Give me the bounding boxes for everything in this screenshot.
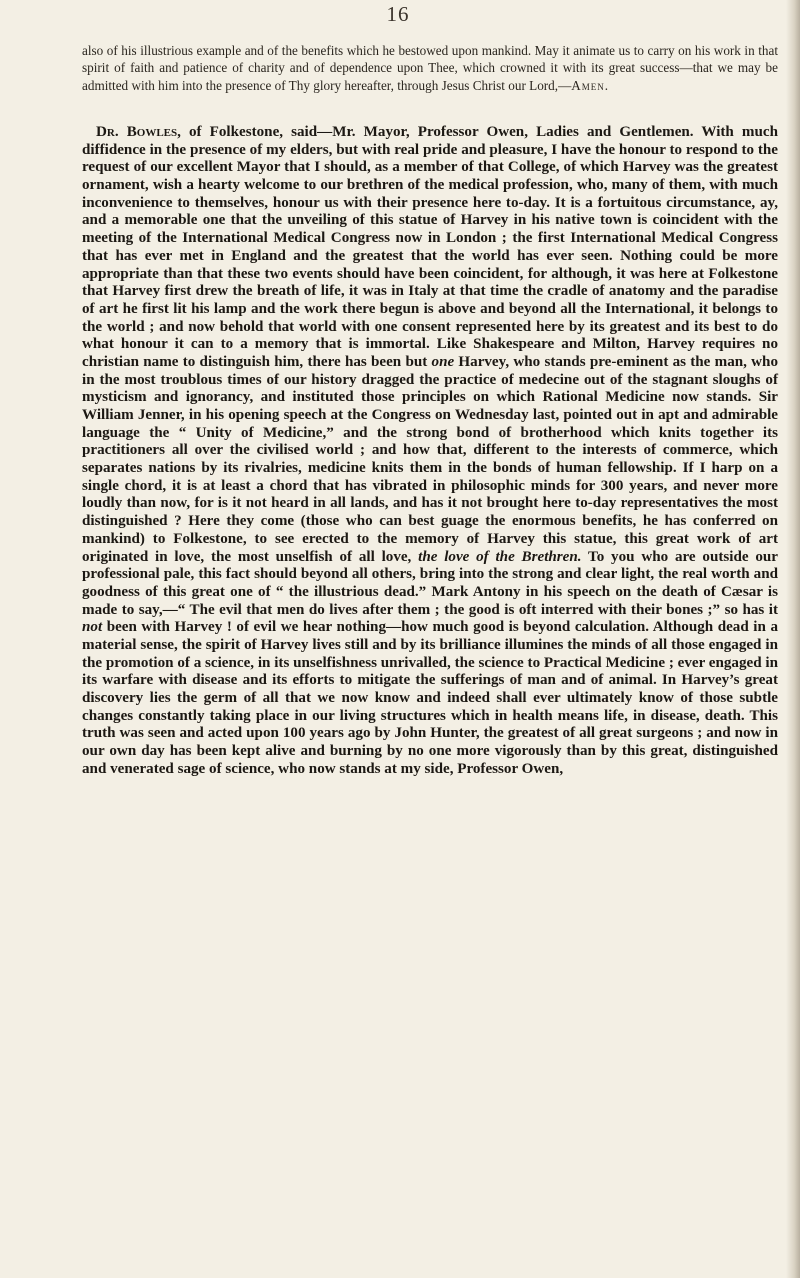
page-number: 16	[386, 2, 410, 26]
prayer-text: also of his illustrious example and of the benefits which he bestowed upon mankind. May it animate us to carry on his work in that spirit of faith and patience of charity and of dependence upon Thee, which crowned it with its great success—that we may be admitted with him into the presence of Thy glory hereafter, through Jesus Christ our Lord,—	[82, 43, 778, 93]
speech-text-3: To you who are outside our professional pale, this fact should beyond all others, bring into the strong and clear light, the real worth and goodness of this great one of “ the illustrious dead.” Mark Antony in his speech on the death of Cæsar is made to say,—“ The evil that men do lives after them ; the good is oft interred with their bones ;” so has it	[82, 548, 778, 618]
prayer-paragraph	[82, 42, 778, 94]
emphasis-one: one	[431, 353, 455, 370]
page-edge-shadow	[786, 0, 800, 1278]
speech-paragraph	[82, 124, 778, 778]
speech-text-2: Harvey, who stands pre-eminent as the man, who in the most troublous times of our history dragged the practice of medecine out of the stagnant sloughs of mysticism and ignorancy, and instituted those principles on which Rational Medicine now stands. Sir William Jenner, in his opening speech at the Congress on Wednesday last, pointed out in apt and admirable language the “ Unity of Medicine,” and the strong bond of brotherhood which knits together its practitioners all over the civilised world ; and how that, different to the interests of commerce, which separates nations by its rivalries, medicine knits them in the bonds of human fellowship. If I harp on a single chord, it is at least a chord that has vibrated in philosophic minds for 300 years, and never more loudly than now, for is it not heard in all lands, and has it not brought here to-day representatives the most distinguished ? Here they come (those who can best guage the enormous benefits, he has conferred on mankind) to Folkestone, to see erected to the memory of Harvey this statue, this great work of art originated in love, the most unselfish of all love,	[82, 353, 778, 565]
speaker-name: Dr. Bowles,	[96, 124, 181, 140]
emphasis-love-of-brethren: the love of the Brethren.	[418, 548, 582, 565]
speech-text-4: been with Harvey ! of evil we hear nothing—how much good is beyond calculation. Although dead in a material sense, the spirit of Harvey lives still and by its brilliance illumines the minds of all those engaged in the promotion of a science, in its unselfishness unrivalled, the science to Practical Medicine ; ever engaged in its warfare with disease and its efforts to mitigate the sufferings of man and of animal. In Harvey’s great discovery lies the germ of all that we now know and indeed shall ever ultimately know of those subtle changes constantly taking place in our living structures which in health means life, in disease, death. This truth was seen and acted upon 100 years ago by John Hunter, the greatest of all great surgeons ; and now in our own day has been kept alive and burning by no one more vigorously than by this great, distinguished and venerated sage of science, who now stands at my side, Professor Owen,	[82, 619, 778, 777]
speech-text-1: of Folkestone, said—Mr. Mayor, Professor Owen, Ladies and Gentlemen. With much diffidence in the presence of my elders, but with real pride and pleasure, I have the honour to respond to the request of our excellent Mayor that I should, as a member of that College, of which Harvey was the greatest ornament, wish a hearty welcome to our brethren of the medical profession, who, many of them, with much inconvenience to themselves, honour us with their presence here to-day. It is a fortuitous circumstance, ay, and a memorable one that the unveiling of this statue of Harvey in his native town is coincident with the meeting of the International Medical Congress now in London ; the first International Medical Congress that has ever met in England and the greatest that the world has ever seen. Nothing could be more appropriate than that these two events should have been coincident, for although, it was here at Folkestone that Harvey first drew the breath of life, it was in Italy at that time the cradle of anatomy and the paradise of art he first lit his lamp and the work there begun is above and beyond all the International, it belongs to the world ; and now behold that world with one consent represented here by its greatest and its best to do what honour it can to a memory that is immortal. Like Shakespeare and Milton, Harvey requires no christian name to distinguish him, there has been but	[82, 124, 778, 370]
amen-text: Amen.	[571, 77, 610, 93]
emphasis-not: not	[82, 619, 103, 636]
